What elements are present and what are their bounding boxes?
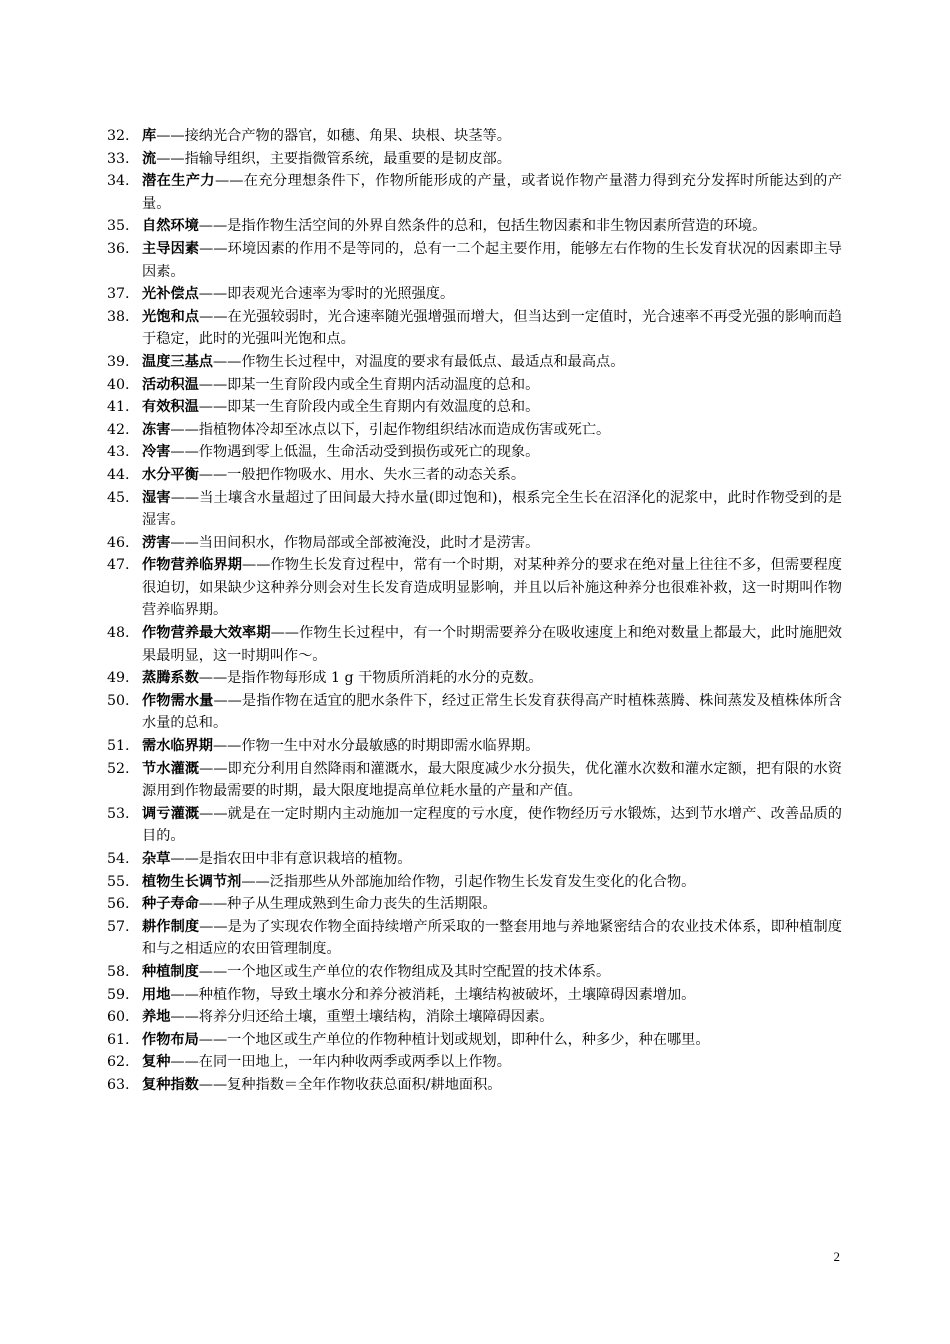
entry-definition: ——一般把作物吸水、用水、失水三者的动态关系。 xyxy=(198,466,526,483)
entry-number: 60. xyxy=(107,1009,130,1026)
entry-number: 53. xyxy=(107,805,130,822)
glossary-entry xyxy=(107,125,842,148)
glossary-entry xyxy=(107,758,842,803)
entry-definition: ——是指作物在适宜的肥水条件下，经过正常生长发育获得高产时植株蒸腾、株间蒸发及植株体所含水量的总和。 xyxy=(142,692,842,732)
entry-term: 蒸腾系数 xyxy=(142,670,199,687)
entry-term: 活动积温 xyxy=(142,376,199,393)
entry-definition: ——作物一生中对水分最敏感的时期即需水临界期。 xyxy=(212,738,540,755)
entry-term: 种植制度 xyxy=(142,963,199,980)
entry-number: 56. xyxy=(107,896,130,913)
glossary-entry xyxy=(107,1029,842,1052)
entry-term: 作物需水量 xyxy=(142,692,214,709)
entry-number: 62. xyxy=(107,1054,130,1071)
entry-definition: ——指植物体冷却至冰点以下，引起作物组织结冰而造成伤害或死亡。 xyxy=(170,421,611,438)
entry-term: 冷害 xyxy=(142,444,171,461)
glossary-entry xyxy=(107,1006,842,1029)
glossary-entry xyxy=(107,238,842,283)
entry-number: 63. xyxy=(107,1076,130,1093)
entry-definition: ——就是在一定时期内主动施加一定程度的亏水度，使作物经历亏水锻炼，达到节水增产、改善品质的目的。 xyxy=(142,805,842,845)
entry-number: 58. xyxy=(107,963,130,980)
glossary-entry xyxy=(107,396,842,419)
glossary-entry xyxy=(107,464,842,487)
entry-definition: ——接纳光合产物的器官，如穗、角果、块根、块茎等。 xyxy=(156,128,511,144)
glossary-entry xyxy=(107,667,842,690)
entry-definition: ——指输导组织，主要指微管系统，最重要的是韧皮部。 xyxy=(156,150,511,167)
entry-number: 39. xyxy=(107,353,130,370)
entry-term: 水分平衡 xyxy=(142,466,199,483)
glossary-entry xyxy=(107,893,842,916)
entry-definition: ——一个地区或生产单位的作物种植计划或规划，即种什么，种多少，种在哪里。 xyxy=(198,1031,710,1048)
glossary-entry xyxy=(107,419,842,442)
glossary-entry xyxy=(107,984,842,1007)
glossary-entry xyxy=(107,441,842,464)
entry-term: 用地 xyxy=(142,986,171,1003)
entry-number: 61. xyxy=(107,1031,130,1048)
entry-definition: ——是指作物每形成 1 g 干物质所消耗的水分的克数。 xyxy=(198,670,543,687)
entry-term: 库 xyxy=(142,128,157,144)
entry-term: 养地 xyxy=(142,1009,171,1026)
glossary-entry xyxy=(107,148,842,171)
entry-number: 48. xyxy=(107,625,130,642)
entry-number: 44. xyxy=(107,466,130,483)
glossary-entry xyxy=(107,351,842,374)
glossary-entry xyxy=(107,1051,842,1074)
entry-definition: ——是指农田中非有意识栽培的植物。 xyxy=(170,851,412,867)
entry-term: 潜在生产力 xyxy=(142,173,215,190)
entry-number: 38. xyxy=(107,308,130,325)
entry-definition: ——即充分利用自然降雨和灌溉水，最大限度减少水分损失，优化灌水次数和灌水定额，把有限的水资源用到作物最需要的时期，最大限度地提高单位耗水量的产量和产值。 xyxy=(142,760,842,800)
entry-number: 45. xyxy=(107,489,130,506)
entry-term: 作物布局 xyxy=(142,1031,199,1048)
entry-number: 36. xyxy=(107,240,130,257)
glossary-entry xyxy=(107,170,842,215)
glossary-entry xyxy=(107,916,842,961)
entry-number: 43. xyxy=(107,444,130,461)
entry-definition: ——在充分理想条件下，作物所能形成的产量，或者说作物产量潜力得到充分发挥时所能达到的产量。 xyxy=(142,173,842,212)
entry-term: 作物营养临界期 xyxy=(142,557,243,574)
entry-term: 光饱和点 xyxy=(142,308,200,325)
entry-term: 耕作制度 xyxy=(142,918,200,935)
entry-term: 复种 xyxy=(142,1054,171,1071)
entry-number: 57. xyxy=(107,918,130,935)
entry-definition: ——在光强较弱时，光合速率随光强增强而增大，但当达到一定值时，光合速率不再受光强的影响而趋于稳定，此时的光强叫光饱和点。 xyxy=(142,308,842,348)
entry-number: 47. xyxy=(107,557,130,574)
entry-term: 植物生长调节剂 xyxy=(142,873,242,890)
entry-definition: ——作物生长过程中，对温度的要求有最低点、最适点和最高点。 xyxy=(212,353,625,370)
glossary-entry xyxy=(107,532,842,555)
entry-term: 种子寿命 xyxy=(142,896,199,913)
glossary-entry xyxy=(107,374,842,397)
entry-number: 55. xyxy=(107,873,130,890)
entry-definition: ——复种指数＝全年作物收获总面积/耕地面积。 xyxy=(198,1076,502,1093)
glossary-entry xyxy=(107,848,842,871)
glossary-entry xyxy=(107,735,842,758)
entry-number: 54. xyxy=(107,851,130,867)
entry-term: 冻害 xyxy=(142,421,171,438)
entry-term: 温度三基点 xyxy=(142,353,213,370)
entry-definition: ——是指作物生活空间的外界自然条件的总和，包括生物因素和非生物因素所营造的环境。 xyxy=(198,218,767,235)
glossary-entry xyxy=(107,1074,842,1097)
glossary-entry xyxy=(107,871,842,894)
glossary-list xyxy=(107,125,842,1097)
glossary-entry xyxy=(107,690,842,735)
entry-definition: ——即某一生育阶段内或全生育期内有效温度的总和。 xyxy=(198,399,540,416)
entry-definition: ——作物生长过程中，有一个时期需要养分在吸收速度上和绝对数量上都最大，此时施肥效果最明显，这一时期叫作～。 xyxy=(142,625,842,664)
entry-definition: ——即表观光合速率为零时的光照强度。 xyxy=(198,286,455,303)
entry-definition: ——一个地区或生产单位的农作物组成及其时空配置的技术体系。 xyxy=(198,963,611,980)
entry-definition: ——当土壤含水量超过了田间最大持水量(即过饱和)，根系完全生长在沼泽化的泥浆中，此时作物受到的是湿害。 xyxy=(142,489,842,529)
glossary-entry xyxy=(107,803,842,848)
entry-term: 流 xyxy=(142,150,157,167)
glossary-entry xyxy=(107,215,842,238)
entry-term: 需水临界期 xyxy=(142,738,213,755)
entry-number: 33. xyxy=(107,150,130,167)
entry-number: 49. xyxy=(107,670,130,687)
entry-number: 59. xyxy=(107,986,130,1003)
entry-term: 有效积温 xyxy=(142,399,199,416)
entry-definition: ——作物生长发育过程中，常有一个时期，对某种养分的要求在绝对量上往往不多，但需要程度很迫切，如果缺少这种养分则会对生长发育造成明显影响，并且以后补施这种养分也很难补救，这一时期叫作物营养临界期。 xyxy=(142,557,842,619)
entry-number: 37. xyxy=(107,286,130,303)
entry-term: 杂草 xyxy=(142,851,171,867)
entry-number: 42. xyxy=(107,421,130,438)
entry-number: 52. xyxy=(107,760,130,777)
glossary-entry xyxy=(107,283,842,306)
entry-number: 51. xyxy=(107,738,130,755)
entry-definition: ——种植作物，导致土壤水分和养分被消耗，土壤结构被破坏，土壤障碍因素增加。 xyxy=(170,986,696,1003)
entry-definition: ——泛指那些从外部施加给作物，引起作物生长发育发生变化的化合物。 xyxy=(241,873,696,890)
entry-term: 主导因素 xyxy=(142,240,200,257)
entry-number: 41. xyxy=(107,399,130,416)
entry-number: 32. xyxy=(107,128,130,144)
glossary-entry xyxy=(107,554,842,622)
entry-number: 46. xyxy=(107,534,130,551)
entry-term: 复种指数 xyxy=(142,1076,199,1093)
page-number: 2 xyxy=(833,1249,840,1264)
entry-definition: ——在同一田地上，一年内种收两季或两季以上作物。 xyxy=(170,1054,511,1071)
entry-definition: ——作物遇到零上低温，生命活动受到损伤或死亡的现象。 xyxy=(170,444,540,461)
glossary-entry xyxy=(107,306,842,351)
entry-term: 自然环境 xyxy=(142,218,199,235)
glossary-entry xyxy=(107,961,842,984)
entry-number: 35. xyxy=(107,218,130,235)
entry-definition: ——是为了实现农作物全面持续增产所采取的一整套用地与养地紧密结合的农业技术体系，即种植制度和与之相适应的农田管理制度。 xyxy=(142,918,842,958)
entry-definition: ——将养分归还给土壤，重塑土壤结构，消除土壤障碍因素。 xyxy=(170,1009,554,1026)
entry-number: 40. xyxy=(107,376,130,393)
entry-definition: ——种子从生理成熟到生命力丧失的生活期限。 xyxy=(198,896,497,913)
glossary-entry xyxy=(107,487,842,532)
entry-term: 涝害 xyxy=(142,534,171,551)
glossary-entry xyxy=(107,622,842,667)
entry-number: 34. xyxy=(107,173,130,190)
entry-term: 节水灌溉 xyxy=(142,760,200,777)
entry-number: 50. xyxy=(107,692,130,709)
entry-definition: ——环境因素的作用不是等同的，总有一二个起主要作用，能够左右作物的生长发育状况的因素即主导因素。 xyxy=(142,240,842,280)
entry-definition: ——即某一生育阶段内或全生育期内活动温度的总和。 xyxy=(198,376,540,393)
entry-term: 光补偿点 xyxy=(142,286,199,303)
entry-definition: ——当田间积水，作物局部或全部被淹没，此时才是涝害。 xyxy=(170,534,540,551)
entry-term: 湿害 xyxy=(142,489,171,506)
entry-term: 作物营养最大效率期 xyxy=(142,625,271,642)
entry-term: 调亏灌溉 xyxy=(142,805,200,822)
